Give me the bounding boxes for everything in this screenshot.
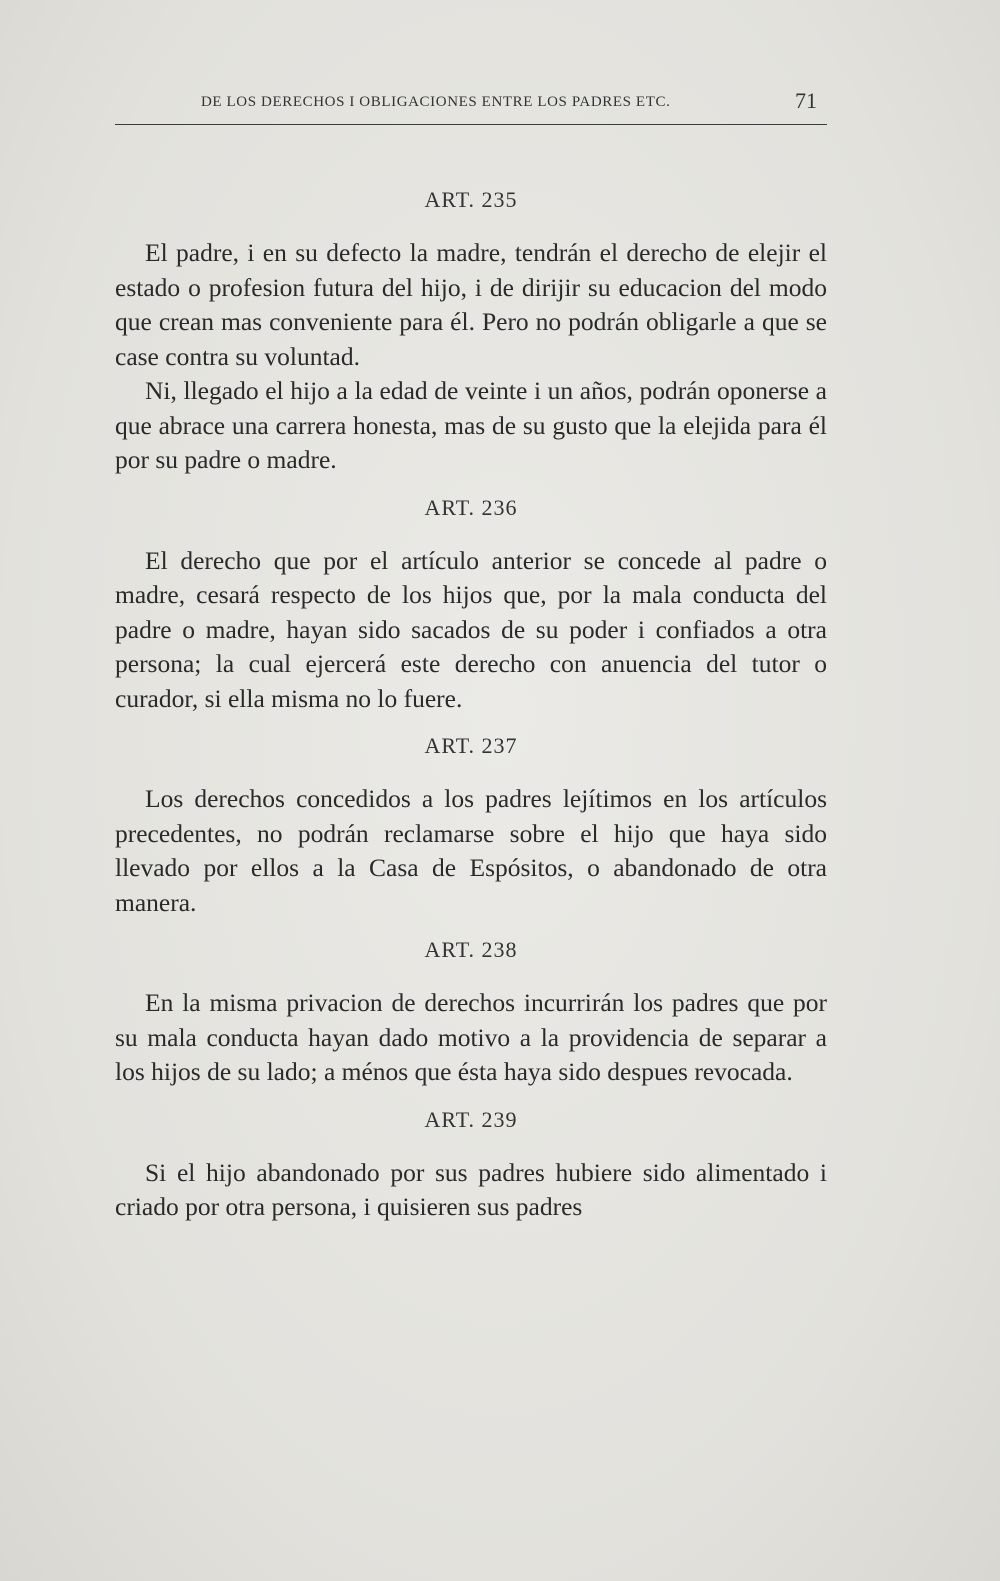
header-rule <box>115 124 827 125</box>
article-paragraph: Si el hijo abandonado por sus padres hubiere sido alimentado i criado por otra persona, i quisieren sus padres <box>115 1157 827 1221</box>
page-number: 71 <box>795 88 817 113</box>
article-heading: ART. 239 <box>424 1106 518 1132</box>
article-paragraph: El derecho que por el artículo anterior se concede al padre o madre, cesará respecto de los hijos que, por la mala conducta del padre o madre, hayan sido sacados de su poder i confiados a otra persona; la cual ejercerá este derecho con anuencia del tutor o curador, si ella misma no lo fuere. <box>115 545 827 713</box>
article-paragraph: En la misma privacion de derechos incurrirán los padres que por su mala conducta hayan dado motivo a la providencia de separar a los hijos de su lado; a ménos que ésta haya sido despues revocada. <box>115 988 827 1086</box>
article-paragraph: Los derechos concedidos a los padres lejítimos en los artículos precedentes, no podrán reclamarse sobre el hijo que haya sido llevado por ellos a la Casa de Espósitos, o abandonado de otra manera. <box>115 784 827 917</box>
page-body <box>115 180 827 1225</box>
article-237 <box>115 726 827 920</box>
article-238 <box>115 930 827 1090</box>
running-head <box>115 88 827 116</box>
article-paragraph: El padre, i en su defecto la madre, tendrán el derecho de elejir el estado o profesion futura del hijo, i de dirijir su educacion del modo que crean mas conveniente para él. Pero no podrán obligarle a que se case contra su voluntad. <box>115 238 827 371</box>
article-heading: ART. 238 <box>424 937 518 962</box>
running-title: DE LOS DERECHOS I OBLIGACIONES ENTRE LOS PADRES ETC. <box>201 94 671 110</box>
article-heading: ART. 237 <box>424 733 518 758</box>
article-239 <box>115 1100 827 1225</box>
article-236 <box>115 488 827 717</box>
article-235 <box>115 180 827 478</box>
article-heading: ART. 236 <box>424 494 518 520</box>
article-paragraph: Ni, llegado el hijo a la edad de veinte i un años, podrán oponerse a que abrace una carrera honesta, mas de su gusto que la elejida para él por su padre o madre. <box>115 376 827 474</box>
article-heading: ART. 235 <box>424 187 518 212</box>
